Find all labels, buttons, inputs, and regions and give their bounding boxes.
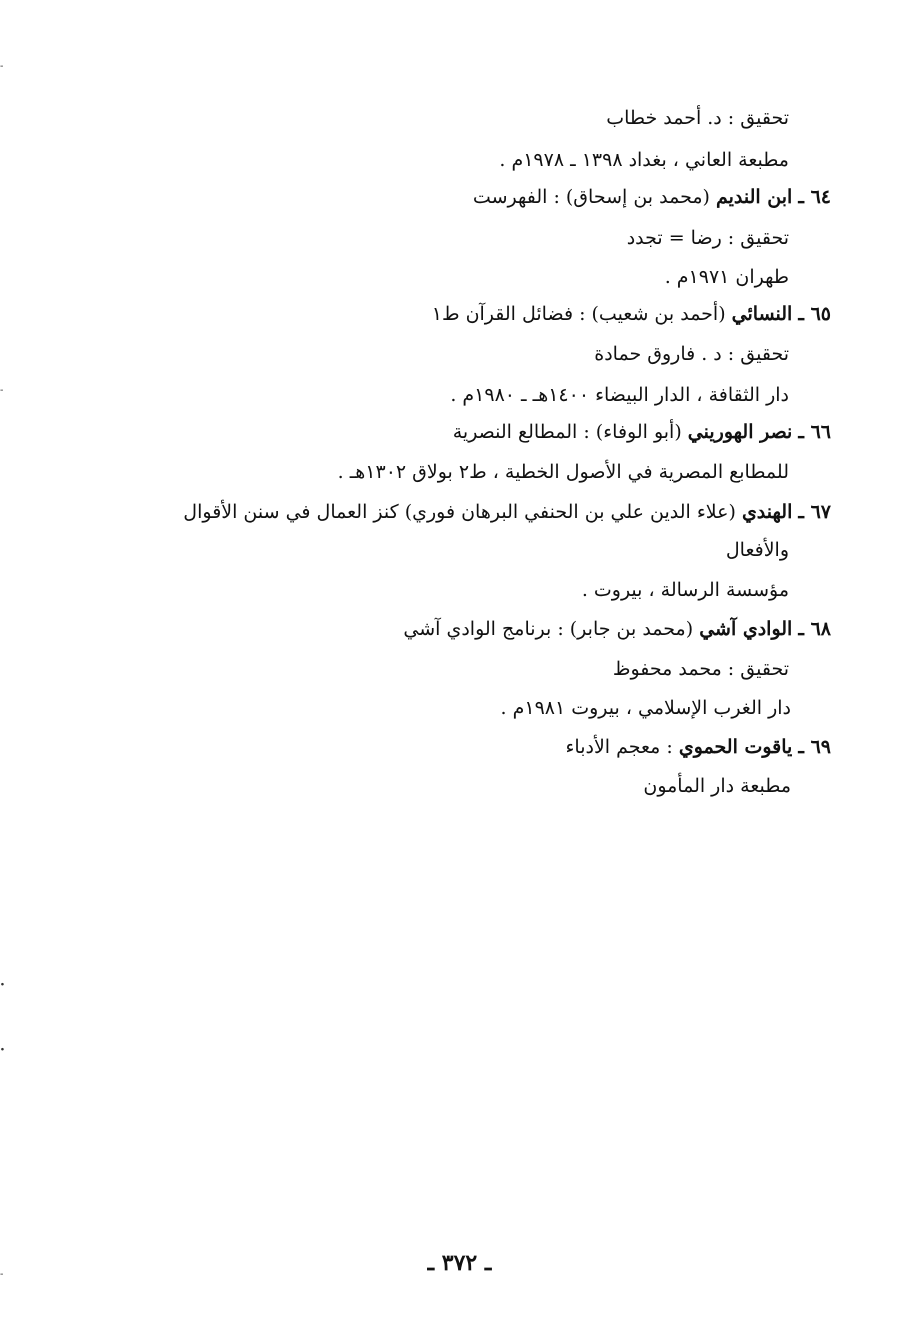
bibliography-entry (183, 498, 831, 526)
bibliography-entry (403, 615, 831, 643)
line-text: تحقيق : محمد محفوظ (612, 658, 789, 680)
page-number: ـ ٣٧٢ ـ (427, 1250, 492, 1276)
line-text: تحقيق : رضا = تجدد (626, 227, 789, 249)
entry-line (665, 263, 789, 291)
scan-edge-mark: - (0, 1269, 4, 1280)
scan-edge-mark: - (0, 61, 4, 72)
entry-line (606, 104, 789, 132)
bibliography-entry (432, 300, 831, 328)
scan-edge-mark: · (0, 1042, 5, 1058)
entry-details: (أحمد بن شعيب) : فضائل القرآن ط١ (431, 303, 726, 325)
scan-edge-mark: - (0, 385, 4, 396)
entry-details: (علاء الدين علي بن الحنفي البرهان فوري) كنز العمال في سنن الأقوال (183, 501, 736, 523)
entry-number: ٦٨ ـ (798, 618, 831, 640)
entry-line (726, 536, 789, 564)
entry-details: : معجم الأدباء (565, 736, 673, 758)
bibliography-entry (565, 733, 831, 761)
entry-author: ابن النديم (715, 186, 793, 208)
entry-details: (أبو الوفاء) : المطالع النصرية (452, 421, 682, 443)
entry-details: (محمد بن إسحاق) : الفهرست (472, 186, 710, 208)
line-text: تحقيق : د. أحمد خطاب (606, 107, 789, 129)
entry-line (338, 458, 789, 486)
bibliography-entry (453, 418, 831, 446)
entry-line (499, 146, 789, 174)
entry-number: ٦٧ ـ (798, 501, 831, 523)
entry-number: ٦٦ ـ (798, 421, 831, 443)
entry-number: ٦٤ ـ (798, 186, 831, 208)
bibliography-entry (473, 183, 831, 211)
line-text: طهران ١٩٧١م . (664, 266, 789, 288)
entry-author: الوادي آشي (699, 618, 793, 640)
line-text: مطبعة العاني ، بغداد ١٣٩٨ ـ ١٩٧٨م . (499, 149, 789, 171)
entry-line (643, 772, 791, 800)
line-text: تحقيق : د . فاروق حمادة (594, 343, 789, 365)
entry-line (450, 381, 789, 409)
entry-line (501, 694, 791, 722)
entry-details: (محمد بن جابر) : برنامج الوادي آشي (403, 618, 694, 640)
line-text: دار الثقافة ، الدار البيضاء ١٤٠٠هـ ـ ١٩٨٠م . (450, 384, 789, 406)
entry-author: الهندي (741, 501, 793, 523)
line-text: دار الغرب الإسلامي ، بيروت ١٩٨١م . (500, 697, 791, 719)
entry-author: النسائي (731, 303, 793, 325)
line-text: للمطابع المصرية في الأصول الخطية ، ط٢ بولاق ١٣٠٢هـ . (337, 461, 789, 483)
entry-line (594, 340, 789, 368)
entry-line (627, 224, 789, 252)
scan-edge-mark: · (0, 977, 5, 993)
entry-author: نصر الهوريني (687, 421, 793, 443)
entry-author: ياقوت الحموي (678, 736, 793, 758)
line-text: مطبعة دار المأمون (643, 775, 791, 797)
entry-line (582, 576, 789, 604)
entry-number: ٦٩ ـ (798, 736, 831, 758)
entry-line (613, 655, 789, 683)
line-text: مؤسسة الرسالة ، بيروت . (581, 579, 789, 601)
entry-number: ٦٥ ـ (798, 303, 831, 325)
line-text: والأفعال (725, 539, 789, 561)
